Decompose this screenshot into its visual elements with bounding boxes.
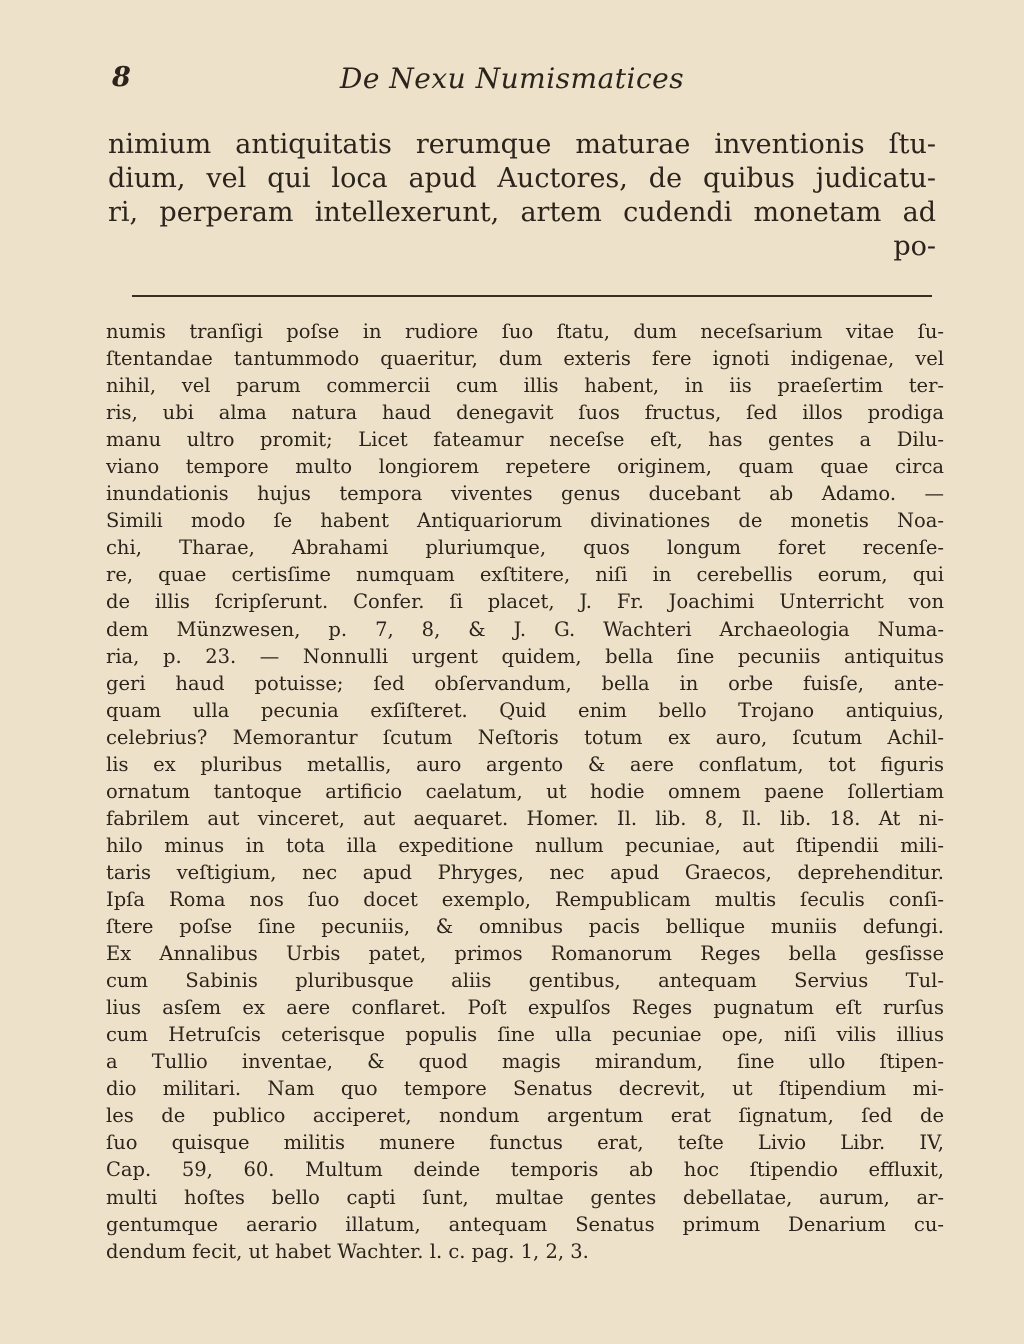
footnote-line: multi hoſtes bello capti ſunt, multae gentes debellatae, aurum, ar- <box>106 1185 944 1209</box>
footnote-divider <box>132 295 932 297</box>
footnote-line: viano tempore multo longiorem repetere originem, quam quae circa <box>106 455 944 479</box>
footnote-line: lius asſem ex aere conflaret. Poſt expulſos Reges pugnatum eſt rurſus <box>106 996 944 1020</box>
footnote-line: ſtere poſse ſine pecuniis, & omnibus pacis bellique muniis defungi. <box>106 915 944 939</box>
footnote-line: de illis ſcripſerunt. Confer. ſi placet, J. Fr. Joachimi Unterricht von <box>106 590 944 614</box>
footnote-line: ris, ubi alma natura haud denegavit ſuos fructus, ſed illos prodiga <box>106 401 944 425</box>
footnote-line: Ex Annalibus Urbis patet, primos Romanorum Reges bella gesſisse <box>106 942 944 966</box>
main-text-line: nimium antiquitatis rerumque maturae inventionis ſtu- <box>108 129 936 160</box>
main-text-line: dium, vel qui loca apud Auctores, de quibus judicatu- <box>108 163 936 194</box>
footnote <box>106 318 944 1265</box>
main-text <box>108 128 936 264</box>
footnote-line: dendum fecit, ut habet Wachter. l. c. pag. 1, 2, 3. <box>106 1239 589 1263</box>
footnote-line: ſtentandae tantummodo quaeritur, dum exteris fere ignoti indigenae, vel <box>106 347 944 371</box>
footnote-line: Simili modo ſe habent Antiquariorum divinationes de monetis Noa- <box>106 509 944 533</box>
footnote-line: gentumque aerario illatum, antequam Senatus primum Denarium cu- <box>106 1212 944 1236</box>
running-title: De Nexu Numismatices <box>339 62 685 95</box>
footnote-line: dio militari. Nam quo tempore Senatus decrevit, ut ſtipendium mi- <box>106 1077 944 1101</box>
footnote-line: celebrius? Memorantur ſcutum Neſtoris totum ex auro, ſcutum Achil- <box>106 725 944 749</box>
footnote-line: lis ex pluribus metallis, auro argento & aere conflatum, tot figuris <box>106 752 944 776</box>
footnote-line: taris veſtigium, nec apud Phryges, nec apud Graecos, deprehenditur. <box>106 860 944 884</box>
footnote-line: ornatum tantoque artificio caelatum, ut hodie omnem paene ſollertiam <box>106 779 944 803</box>
footnote-line: ria, p. 23. — Nonnulli urgent quidem, bella ſine pecuniis antiquitus <box>106 644 944 668</box>
footnote-line: les de publico acciperet, nondum argentum erat ſignatum, ſed de <box>106 1104 944 1128</box>
footnote-line: dem Münzwesen, p. 7, 8, & J. G. Wachteri Archaeologia Numa- <box>106 617 944 641</box>
footnote-line: geri haud potuisse; ſed obſervandum, bella in orbe fuisſe, ante- <box>106 671 944 695</box>
catchword: po- <box>893 231 936 262</box>
footnote-line: quam ulla pecunia exſiſteret. Quid enim bello Trojano antiquius, <box>106 698 944 722</box>
footnote-line: Ipſa Roma nos ſuo docet exemplo, Rempublicam multis ſeculis conſi- <box>106 887 944 911</box>
page-number: 8 <box>112 62 131 93</box>
footnote-line: ſuo quisque militis munere functus erat, teſte Livio Libr. IV, <box>106 1131 944 1155</box>
footnote-line: chi, Tharae, Abrahami pluriumque, quos longum foret recenſe- <box>106 536 944 560</box>
footnote-line: cum Hetruſcis ceterisque populis ſine ulla pecuniae ope, niſi vilis illius <box>106 1023 944 1047</box>
footnote-line: a Tullio inventae, & quod magis mirandum, ſine ullo ſtipen- <box>106 1050 944 1074</box>
footnote-line: Cap. 59, 60. Multum deinde temporis ab hoc ſtipendio effluxit, <box>106 1158 944 1182</box>
main-text-line: ri, perperam intellexerunt, artem cudendi monetam ad <box>108 197 936 228</box>
footnote-line: re, quae certisſime numquam exſtitere, niſi in cerebellis eorum, qui <box>106 563 944 587</box>
footnote-line: numis tranſigi poſse in rudiore ſuo ſtatu, dum neceſsarium vitae ſu- <box>106 320 944 343</box>
footnote-line: hilo minus in tota illa expeditione nullum pecuniae, aut ſtipendii mili- <box>106 833 944 857</box>
footnote-line: fabrilem aut vinceret, aut aequaret. Homer. Il. lib. 8, Il. lib. 18. At ni- <box>106 806 944 830</box>
page-header <box>0 62 1024 102</box>
footnote-line: cum Sabinis pluribusque aliis gentibus, antequam Servius Tul- <box>106 969 944 993</box>
footnote-line: manu ultro promit; Licet fateamur neceſse eſt, has gentes a Dilu- <box>106 428 944 452</box>
footnote-line: nihil, vel parum commercii cum illis habent, in iis praeſertim ter- <box>106 374 944 398</box>
footnote-line: inundationis hujus tempora viventes genus ducebant ab Adamo. — <box>106 482 944 506</box>
